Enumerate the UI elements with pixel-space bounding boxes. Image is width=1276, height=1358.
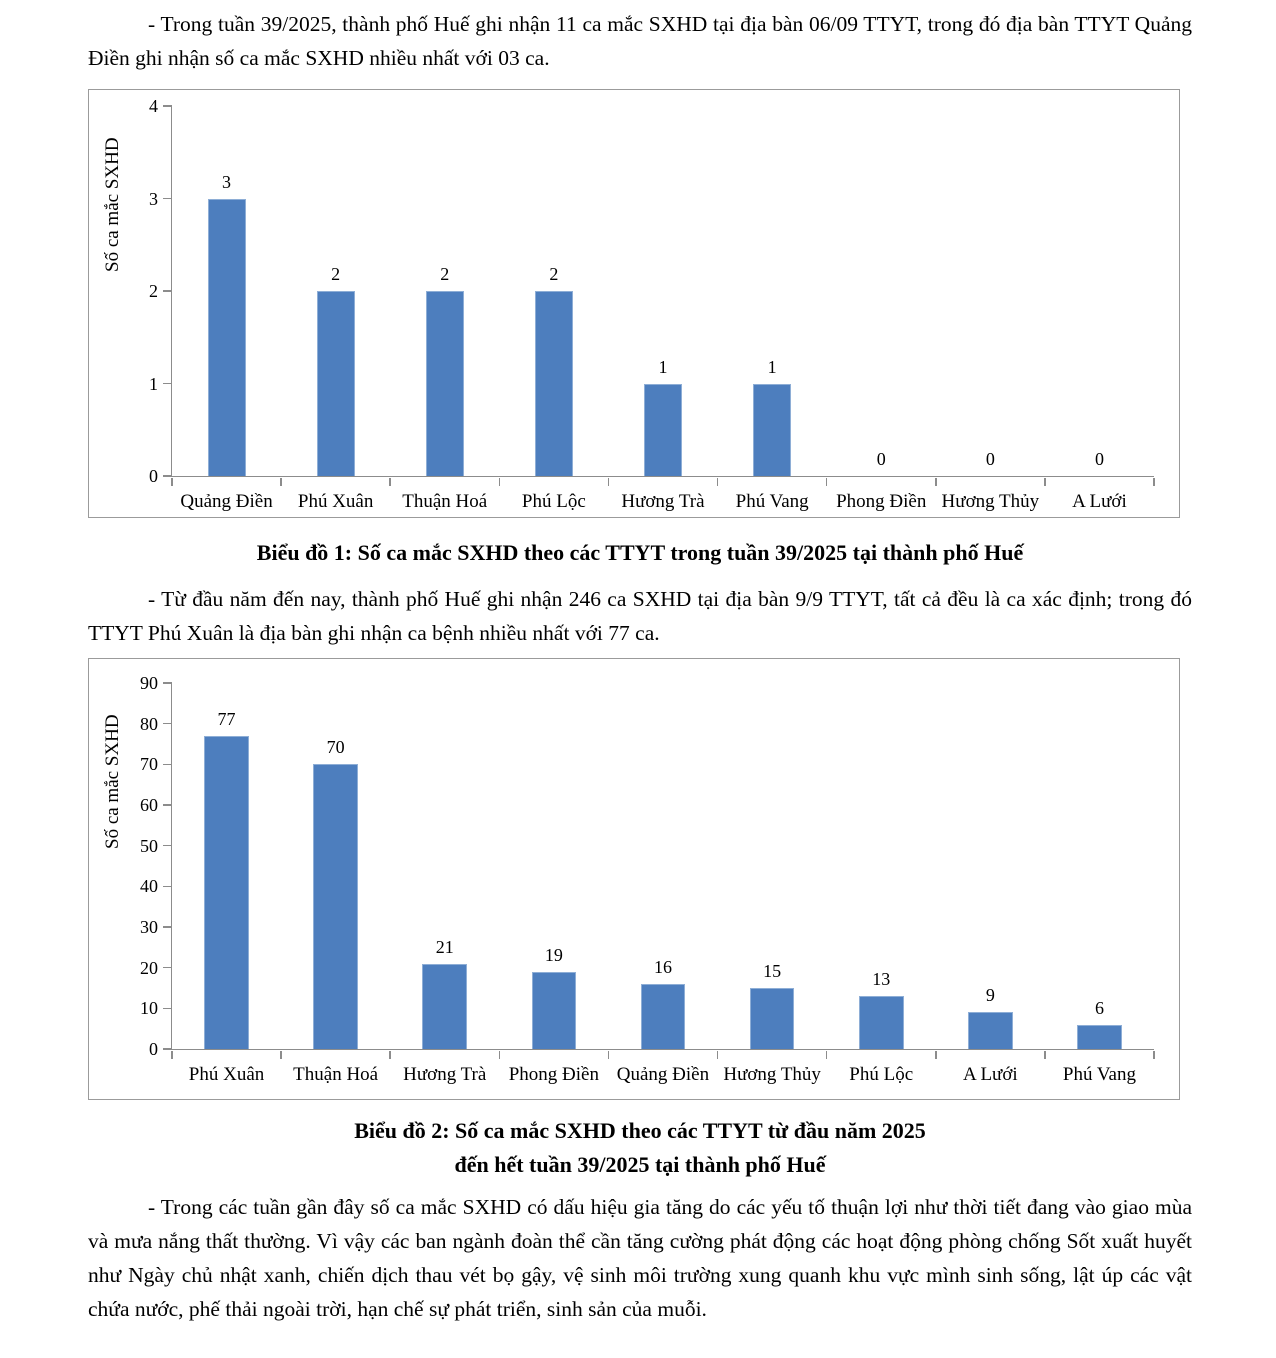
bar-value-label: 2 xyxy=(440,264,450,284)
y-axis-tick xyxy=(163,886,172,888)
bar-value-label: 2 xyxy=(331,264,341,284)
bar xyxy=(641,984,686,1049)
y-axis-tick-label: 30 xyxy=(140,917,158,937)
category-label: Quảng Điền xyxy=(180,491,273,512)
y-axis-tick-label: 40 xyxy=(140,876,158,897)
y-axis-tick xyxy=(163,723,172,725)
x-axis-tick xyxy=(280,478,282,486)
y-axis-tick xyxy=(163,926,172,928)
x-axis-tick xyxy=(280,1051,282,1059)
category-label: Phú Xuân xyxy=(297,491,374,512)
bar xyxy=(317,291,355,476)
bar-value-label: 0 xyxy=(1094,449,1104,469)
bar xyxy=(750,988,795,1049)
bar-value-label: 3 xyxy=(222,171,232,192)
y-axis-tick-label: 20 xyxy=(140,957,158,978)
chart2-caption-line1: Biểu đồ 2: Số ca mắc SXHD theo các TTYT từ đầu năm 2025 xyxy=(354,1118,926,1143)
y-axis-tick-label: 0 xyxy=(149,466,158,486)
y-axis-tick xyxy=(163,1008,172,1010)
x-axis-tick xyxy=(1153,478,1155,486)
x-axis-tick xyxy=(171,1051,173,1059)
y-axis-tick-label: 90 xyxy=(140,673,158,693)
y-axis-tick-label: 70 xyxy=(140,754,158,775)
x-axis-tick xyxy=(717,478,719,486)
category-label: Thuận Hoá xyxy=(402,491,488,512)
paragraph-ytd-cases: - Từ đầu năm đến nay, thành phố Huế ghi nhận 246 ca SXHD tại địa bàn 9/9 TTYT, tất cả đều là ca xác định; trong đó TTYT Phú Xuân là địa bàn ghi nhận ca bệnh nhiều nhất với 77 ca. xyxy=(88,587,1192,645)
bar xyxy=(1077,1025,1122,1049)
x-axis-tick xyxy=(389,478,391,486)
chart1-weekly-cases-bar-chart xyxy=(88,89,1180,518)
y-axis-tick xyxy=(163,105,172,107)
plot-area xyxy=(102,96,1154,512)
y-axis-tick xyxy=(163,967,172,969)
bar xyxy=(208,199,246,477)
y-axis-tick xyxy=(163,682,172,684)
category-label: Phong Điền xyxy=(836,491,927,512)
y-axis-tick-label: 0 xyxy=(149,1039,158,1059)
category-label: Phú Vang xyxy=(735,491,809,512)
bar-value-label: 19 xyxy=(544,944,563,965)
bar xyxy=(313,764,358,1049)
bar xyxy=(532,972,577,1049)
x-axis-tick xyxy=(717,1051,719,1059)
chart2-caption xyxy=(88,1114,1192,1182)
bar xyxy=(753,384,791,477)
bar-value-label: 0 xyxy=(985,449,995,469)
bar-value-label: 77 xyxy=(217,708,236,729)
bar-value-label: 0 xyxy=(876,449,886,469)
y-axis-tick xyxy=(163,198,172,200)
category-label: Hương Thủy xyxy=(941,491,1040,512)
x-axis-tick xyxy=(935,478,937,486)
plot-area xyxy=(102,673,1154,1085)
x-axis-tick xyxy=(1153,1051,1155,1059)
bar xyxy=(535,291,573,476)
y-axis-tick-label: 4 xyxy=(149,96,158,116)
y-axis-tick xyxy=(163,764,172,766)
y-axis-tick xyxy=(163,383,172,385)
chart2-ytd-cases-bar-chart xyxy=(88,658,1180,1100)
y-axis-tick-label: 10 xyxy=(140,998,158,1019)
category-label: Hương Trà xyxy=(621,491,705,512)
x-axis-tick xyxy=(1044,1051,1046,1059)
paragraph-week-cases: - Trong tuần 39/2025, thành phố Huế ghi nhận 11 ca mắc SXHD tại địa bàn 06/09 TTYT, trong đó địa bàn TTYT Quảng Điền ghi nhận số ca mắc SXHD nhiều nhất với 03 ca. xyxy=(88,12,1192,70)
category-label: A Lưới xyxy=(963,1064,1018,1085)
x-axis-tick xyxy=(1044,478,1046,486)
chart1-caption: Biểu đồ 1: Số ca mắc SXHD theo các TTYT trong tuần 39/2025 tại thành phố Huế xyxy=(256,540,1024,565)
bar-value-label: 16 xyxy=(653,956,672,977)
category-label: Thuận Hoá xyxy=(293,1064,379,1085)
y-axis-tick-label: 60 xyxy=(140,795,158,815)
bar-value-label: 6 xyxy=(1094,997,1104,1018)
category-label: Hương Trà xyxy=(403,1064,487,1085)
x-axis-tick xyxy=(826,1051,828,1059)
category-label: Phú Vang xyxy=(1062,1064,1136,1085)
bar-value-label: 21 xyxy=(435,936,454,957)
bar-value-label: 13 xyxy=(872,969,891,990)
y-axis-title: Số ca mắc SXHD xyxy=(102,714,123,850)
category-label: A Lưới xyxy=(1072,491,1127,512)
category-label: Hương Thủy xyxy=(723,1064,821,1085)
bar-value-label: 1 xyxy=(658,356,668,377)
bar-value-label: 9 xyxy=(985,985,995,1006)
bar-value-label: 70 xyxy=(326,737,345,758)
y-axis-tick-label: 3 xyxy=(149,188,158,209)
chart2-caption-line2: đến hết tuần 39/2025 tại thành phố Huế xyxy=(454,1152,826,1177)
y-axis-tick-label: 1 xyxy=(149,373,158,394)
bar xyxy=(204,736,249,1049)
x-axis-tick xyxy=(389,1051,391,1059)
x-axis-tick xyxy=(499,478,501,486)
bar-value-label: 15 xyxy=(763,961,782,981)
category-label: Phú Xuân xyxy=(188,1064,265,1085)
bar xyxy=(426,291,464,476)
paragraph-prevention-recommendations: - Trong các tuần gần đây số ca mắc SXHD có dấu hiệu gia tăng do các yếu tố thuận lợi như thời tiết đang vào giao mùa và mưa nắng thất thường. Vì vậy các ban ngành đoàn thể cần tăng cường phát động các hoạt động phòng chống Sốt xuất huyết như Ngày chủ nhật xanh, chiến dịch thau vét bọ gậy, vệ sinh môi trường xung quanh khu vực mình sinh sống, lật úp các vật chứa nước, phế thải ngoài trời, hạn chế sự phát triển, sinh sản của muỗi. xyxy=(88,1195,1192,1321)
y-axis-tick xyxy=(163,804,172,806)
bar xyxy=(644,384,682,477)
category-label: Quảng Điền xyxy=(616,1064,710,1085)
bar-value-label: 1 xyxy=(767,356,777,377)
y-axis-tick-label: 50 xyxy=(140,835,158,856)
x-axis-tick xyxy=(499,1051,501,1059)
y-axis-tick xyxy=(163,290,172,292)
category-label: Phú Lộc xyxy=(521,491,586,512)
x-axis-tick xyxy=(935,1051,937,1059)
bar xyxy=(859,996,904,1049)
bar xyxy=(968,1012,1013,1049)
y-axis-tick-label: 80 xyxy=(140,713,158,734)
bar-value-label: 2 xyxy=(549,264,559,284)
x-axis-tick xyxy=(826,478,828,486)
y-axis-tick-label: 2 xyxy=(149,281,158,301)
bar xyxy=(422,964,467,1049)
x-axis-tick xyxy=(608,1051,610,1059)
category-label: Phong Điền xyxy=(508,1064,599,1085)
x-axis-tick xyxy=(171,478,173,486)
y-axis-tick xyxy=(163,845,172,847)
x-axis-tick xyxy=(608,478,610,486)
y-axis-title: Số ca mắc SXHD xyxy=(102,137,123,273)
category-label: Phú Lộc xyxy=(849,1064,914,1085)
